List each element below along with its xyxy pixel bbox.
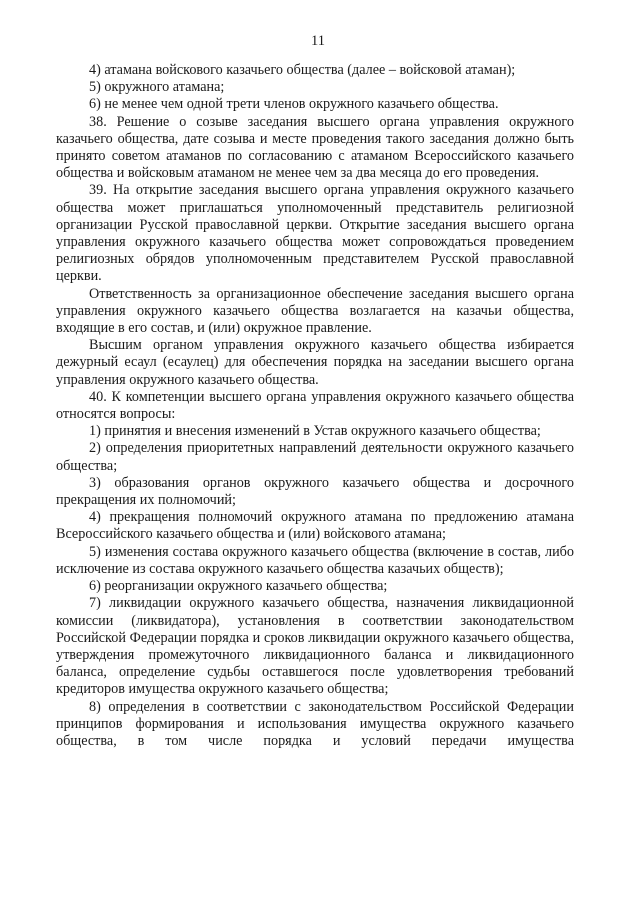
document-page: [56, 30, 574, 750]
competence-item-5: 5) изменения состава окружного казачьего общества (включение в состав, либо исключение из состава окружного казачьего общества казачьих обществ);: [56, 543, 574, 577]
paragraph-38: 38. Решение о созыве заседания высшего органа управления окружного казачьего общества, дате созыва и месте проведения такого заседания должно быть принято советом атаманов по согласованию с атаманом Всероссийского казачьего общества и войсковым атаманом не менее чем за два месяца до его проведения.: [56, 113, 574, 182]
paragraph-39: 39. На открытие заседания высшего органа управления окружного казачьего общества может приглашаться уполномоченный представитель религиозной организации Русской православной церкви. Открытие заседания высшего органа управления окружного казачьего общества может сопровождаться проведением религиозных обрядов уполномоченным представителем Русской православной церкви.: [56, 182, 574, 285]
competence-item-3: 3) образования органов окружного казачьего общества и досрочного прекращения их полномочий;: [56, 474, 574, 509]
page-number: 11: [311, 33, 325, 49]
competence-item-2: 2) определения приоритетных направлений деятельности окружного казачьего общества;: [56, 440, 574, 474]
paragraph-item-5: 5) окружного атамана;: [89, 79, 225, 96]
paragraph-item-6: 6) не менее чем одной трети членов окружного казачьего общества.: [89, 96, 499, 113]
paragraph-item-4: 4) атамана войскового казачьего общества (далее – войсковой атаман);: [89, 62, 516, 78]
paragraph-duty-esaul: Высшим органом управления окружного казачьего общества избирается дежурный есаул (есаулец) для обеспечения порядка на заседании высшего органа управления окружного казачьего общества.: [56, 337, 574, 388]
competence-item-4: 4) прекращения полномочий окружного атамана по предложению атамана Всероссийского казачьего общества и (или) войскового атамана;: [56, 509, 574, 543]
paragraph-40: 40. К компетенции высшего органа управления окружного казачьего общества относятся вопросы:: [56, 388, 574, 423]
competence-item-7: 7) ликвидации окружного казачьего общества, назначения ликвидационной комиссии (ликвидатора), установления в соответствии законодательством Российской Федерации порядка и сроков ликвидации окружного казачьего общества, утверждения промежуточного ликвидационного баланса и ликвидационного баланса, определение судьбы оставшегося после удовлетворения требований кредиторов имущества окружного казачьего общества;: [56, 595, 574, 698]
competence-item-1: 1) принятия и внесения изменений в Устав окружного казачьего общества;: [89, 423, 541, 440]
competence-item-6: 6) реорганизации окружного казачьего общества;: [89, 578, 388, 595]
competence-item-8: 8) определения в соответствии с законодательством Российской Федерации принципов формирования и использования имущества окружного казачьего общества, в том числе порядка и условий передачи имущества: [56, 698, 574, 749]
paragraph-responsibility: Ответственность за организационное обеспечение заседания высшего органа управления окружного казачьего общества возлагается на казачьи общества, входящие в его состав, и (или) окружное правление.: [56, 285, 574, 337]
